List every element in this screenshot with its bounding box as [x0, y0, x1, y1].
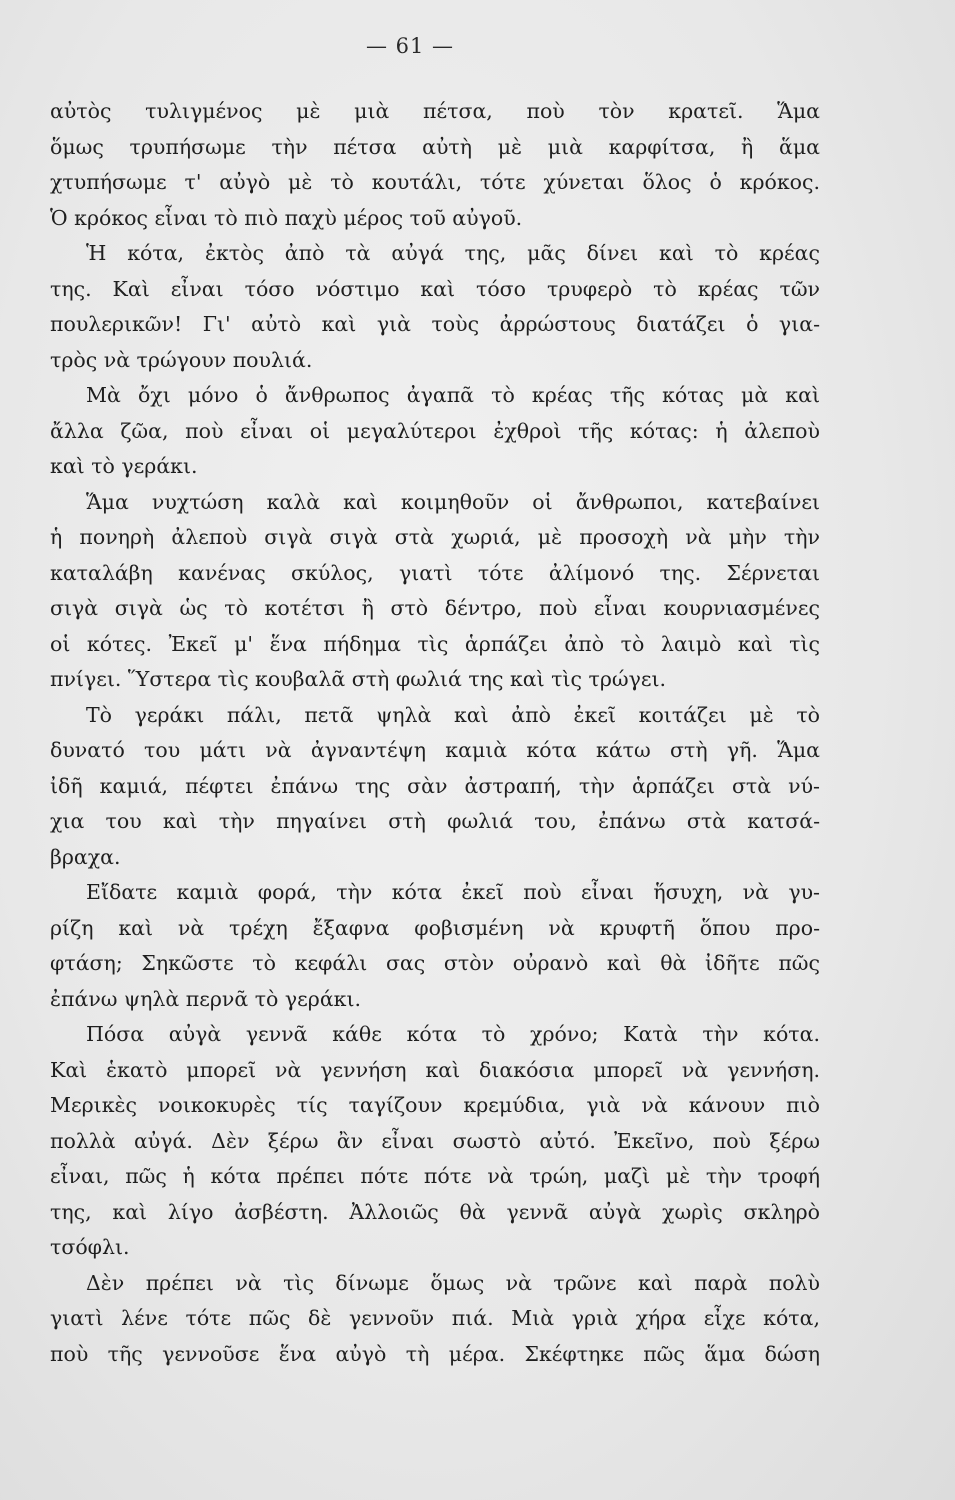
body-text: [50, 94, 820, 1372]
text-line: καταλάβη κανένας σκύλος, γιατὶ τότε ἀλίμονό της. Σέρνεται: [50, 560, 820, 585]
text-line: χτυπήσωμε τ' αὐγὸ μὲ τὸ κουτάλι, τότε χύνεται ὅλος ὁ κρόκος.: [50, 170, 820, 194]
text-line: Μὰ ὄχι μόνο ὁ ἄνθρωπος ἀγαπᾶ τὸ κρέας τῆς κότας μὰ καὶ: [86, 383, 820, 407]
text-line: δυνατό του μάτι νὰ ἀγναντέψη καμιὰ κότα κάτω στὴ γῆ. Ἅμα: [50, 738, 820, 762]
text-line: ἐπάνω ψηλὰ περνᾶ τὸ γεράκι.: [50, 986, 362, 1011]
text-line: Εἴδατε καμιὰ φορά, τὴν κότα ἐκεῖ ποὺ εἶναι ἥσυχη, νὰ γυ-: [86, 880, 820, 904]
text-line: σιγὰ σιγὰ ὡς τὸ κοτέτσι ἢ στὸ δέντρο, ποὺ εἶναι κουρνιασμένες: [50, 596, 820, 620]
text-line: εἶναι, πῶς ἡ κότα πρέπει πότε πότε νὰ τρώη, μαζὶ μὲ τὴν τροφή: [50, 1164, 820, 1188]
text-line: αὐτὸς τυλιγμένος μὲ μιὰ πέτσα, ποὺ τὸν κρατεῖ. Ἅμα: [50, 99, 820, 123]
text-line: πουλερικῶν! Γι' αὐτὸ καὶ γιὰ τοὺς ἀρρώστους διατάζει ὁ για-: [50, 312, 820, 336]
text-line: ἄλλα ζῶα, ποὺ εἶναι οἱ μεγαλύτεροι ἐχθροὶ τῆς κότας: ἡ ἀλεποὺ: [50, 418, 820, 443]
text-line: χια του καὶ τὴν πηγαίνει στὴ φωλιά του, ἐπάνω στὰ κατσά-: [50, 809, 820, 833]
text-line: οἱ κότες. Ἐκεῖ μ' ἕνα πήδημα τὶς ἁρπάζει ἀπὸ τὸ λαιμὸ καὶ τὶς: [50, 631, 820, 656]
text-line: τσόφλι.: [50, 1235, 130, 1259]
text-line: Πόσα αὐγὰ γεννᾶ κάθε κότα τὸ χρόνο; Κατὰ τὴν κότα.: [86, 1022, 820, 1046]
text-line: φτάση; Σηκῶστε τὸ κεφάλι σας στὸν οὐρανὸ καὶ θὰ ἰδῆτε πῶς: [50, 951, 820, 975]
text-line: ποὺ τῆς γεννοῦσε ἕνα αὐγὸ τὴ μέρα. Σκέφτηκε πῶς ἅμα δώση: [50, 1341, 820, 1366]
text-line: ὅμως τρυπήσωμε τὴν πέτσα αὐτὴ μὲ μιὰ καρφίτσα, ἢ ἅμα: [50, 134, 820, 159]
text-line: Τὸ γεράκι πάλι, πετᾶ ψηλὰ καὶ ἀπὸ ἐκεῖ κοιτάζει μὲ τὸ: [86, 702, 820, 727]
text-line: τρὸς νὰ τρώγουν πουλιά.: [50, 347, 313, 372]
text-line: πολλὰ αὐγά. Δὲν ξέρω ἂν εἶναι σωστὸ αὐτό. Ἐκεῖνο, ποὺ ξέρω: [50, 1128, 820, 1153]
text-line: ἡ πονηρὴ ἀλεποὺ σιγὰ σιγὰ στὰ χωριά, μὲ προσοχὴ νὰ μὴν τὴν: [50, 525, 820, 549]
text-line: Μερικὲς νοικοκυρὲς τίς ταγίζουν κρεμύδια, γιὰ νὰ κάνουν πιὸ: [50, 1093, 820, 1117]
text-line: ἰδῆ καμιά, πέφτει ἐπάνω της σὰν ἀστραπή, τὴν ἁρπάζει στὰ νύ-: [50, 773, 820, 798]
text-line: Δὲν πρέπει νὰ τὶς δίνωμε ὅμως νὰ τρῶνε καὶ παρὰ πολὺ: [86, 1270, 820, 1295]
page-number: — 61 —: [365, 34, 455, 58]
text-line: Ἅμα νυχτώση καλὰ καὶ κοιμηθοῦν οἱ ἄνθρωποι, κατεβαίνει: [86, 489, 820, 514]
text-line: της, καὶ λίγο ἀσβέστη. Ἀλλοιῶς θὰ γεννᾶ αὐγὰ χωρὶς σκληρὸ: [50, 1199, 820, 1224]
text-line: Καὶ ἑκατὸ μπορεῖ νὰ γεννήση καὶ διακόσια μπορεῖ νὰ γεννήση.: [50, 1057, 820, 1082]
text-line: Ἡ κότα, ἐκτὸς ἀπὸ τὰ αὐγά της, μᾶς δίνει καὶ τὸ κρέας: [86, 241, 820, 265]
text-line: Ὁ κρόκος εἶναι τὸ πιὸ παχὺ μέρος τοῦ αὐγοῦ.: [50, 205, 523, 230]
text-line: της. Καὶ εἶναι τόσο νόστιμο καὶ τόσο τρυφερὸ τὸ κρέας τῶν: [50, 276, 820, 301]
text-line: βραχα.: [50, 844, 121, 869]
text-line: γιατὶ λένε τότε πῶς δὲ γεννοῦν πιά. Μιὰ γριὰ χήρα εἶχε κότα,: [50, 1306, 820, 1330]
text-line: καὶ τὸ γεράκι.: [50, 454, 198, 478]
text-line: ρίζη καὶ νὰ τρέχη ἔξαφνα φοβισμένη νὰ κρυφτῆ ὅπου προ-: [50, 915, 820, 940]
text-line: πνίγει. Ὕστερα τὶς κουβαλᾶ στὴ φωλιά της καὶ τὶς τρώγει.: [50, 667, 667, 691]
